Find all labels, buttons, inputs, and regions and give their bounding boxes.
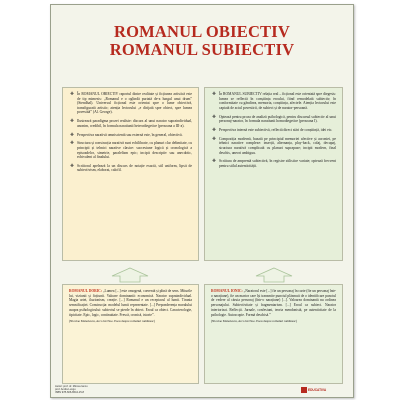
bullet-icon: ❖ xyxy=(70,131,75,137)
poster xyxy=(50,4,354,398)
ionic-heading: ROMANUL IONIC: xyxy=(211,289,243,293)
title-line-1: ROMANUL OBIECTIV xyxy=(113,22,290,41)
bullet-icon: ❖ xyxy=(70,162,75,168)
bullet-icon: ❖ xyxy=(212,126,217,132)
list-item: ❖ Optează pentru proza de analiză psihologică, pentru discursul subiectiv al unui personaj-narator, în formula naratiunii homodiegetice (persoana I). xyxy=(212,113,336,124)
bullet-icon: ❖ xyxy=(70,118,75,124)
up-arrow-icon xyxy=(254,267,294,283)
publisher-info: Autori: prof. dr. Mircea Iancu prof. Andra Lungu ISBN 978-606-8644-15-8 xyxy=(55,385,88,395)
doric-source: (Nicolae Manolescu, Arca lui Noe. Eseu despre romanul românesc) xyxy=(69,319,156,324)
list-item: ❖ În ROMANUL SUBIECTIV relația real – ficțional este orientată spre diegesis: lumea se reflectă în conștiința eroului, fiind remodelată subiectiv, în conformitate cu gândirea, memoria, conștiința, afectele. Atenția lectorului este captată de actul povestirii, de subiect și de narator-persoană. xyxy=(212,91,336,110)
bullet-icon: ❖ xyxy=(212,158,217,164)
bullet-icon: ❖ xyxy=(212,135,217,141)
up-arrow-icon xyxy=(110,267,150,283)
doric-novel-box xyxy=(62,284,199,384)
subjective-column xyxy=(204,87,343,261)
poster-title xyxy=(51,23,353,59)
bullet-icon: ❖ xyxy=(212,113,217,119)
objective-column xyxy=(62,87,199,261)
list-item: ❖ Scriitorul apelează la un discurs de notație exactă, stil uniform, lipsit de subiectivism, elaborat, calofil. xyxy=(70,162,192,173)
ionic-novel-box xyxy=(204,284,343,384)
logo-mark-icon xyxy=(301,387,307,393)
bullet-icon: ❖ xyxy=(212,91,217,96)
list-item: ❖ Ilustrează paradigma prozei realiste: discurs al unui narator supraindividual, anonim, credibil, în formula naratiunii heterodiegetice (persoana a III-a). xyxy=(70,118,192,128)
list-item: ❖ Scriitura de amprentă subiectivă, în registre stilistice variate; optează frecvent pentru stilul autenticității. xyxy=(212,158,336,168)
doric-heading: ROMANUL DORIC: xyxy=(69,289,102,293)
list-item: ❖ Perspectiva narativă omniscientă sau externă este, în general, obiectivă. xyxy=(70,131,183,137)
list-item: ❖ Compoziția modernă, bazată pe principiul memoriei afective și acroniei, pe tehnici narative complexe: inserții, alternanța, play-back, colaj, decupaj, structura narativă complicată cu planuri suprapuse; incipit modern, final deschis, uneori ambiguu. xyxy=(212,135,336,155)
doric-quote: „Lumea [...] este omogenă, coerentă și plină de sens. Miturile lui, viziunii și ficțiunii. Valoare dominantă: economică. Narator supraindividual. Magia artei, iluzionism, creație. [...] Romanul e un receptacul al lumii. Tirania semnificației. Construcția: modelul lumii reprezentate. [...] Preponderența moralului asupra psihologicului: subiectul se pierde în obiect. Eroul ca obiect. Caracterologie, tipicitate. Epic, logic, continuitate. Frescă, cronică, istorie”. xyxy=(69,289,192,317)
ionic-source: (Nicolae Manolescu, Arca lui Noe. Eseu despre romanul românesc) xyxy=(211,319,298,324)
list-item: ❖ În ROMANUL OBIECTIV raportul dintre realitate și ficțiunea artistică este de tip mimesis: „Romanul e o oglindă purtată de-a lungul unui drum” (Stendhal). Universul ficțional este orientat spre o lume obiectivă, transfigurată artistic; atenția lectorului „e dirijată spre obiect, spre lumea povestită” (Al. George). xyxy=(70,91,192,115)
publisher-logo: EDUCATIVA xyxy=(301,386,341,394)
ionic-quote: „Naratorul este [...] fie un personaj în carte (fie un personaj într-o narațiune), fie un martor care își transmite punctul plăsmuit de o identificare punctul de vedere al căruia personaj (într-o narațiune) [...]. Valoarea dominantă nu ordinea personajului. Subiectivitate și fragmentarism. [...] Eroul ca subiect. Narator interiorizat. Reflecții. Jurnale, confesiuni, teoria mendonistă, pe autenticitate de la psihologie. Autoscopie. Formă deschisă.” xyxy=(211,289,336,317)
bullet-icon: ❖ xyxy=(70,91,75,96)
title-line-2: ROMANUL SUBIECTIV xyxy=(109,40,295,59)
bullet-icon: ❖ xyxy=(70,140,75,146)
list-item: ❖ Structura și construcția narativă sunt echilibrate, cu planuri clar delimitate, cu principii și tehnici narative clasice: succesiune logică și cronologică a episoadelor, simetrie, paralelism epic; incipit descriptiv sau anecdotic, echivalent al finalului. xyxy=(70,140,192,160)
list-item: ❖ Perspectiva internă este subiectivă, reflectă direct stări de conștiință, idei etc. xyxy=(212,126,333,132)
